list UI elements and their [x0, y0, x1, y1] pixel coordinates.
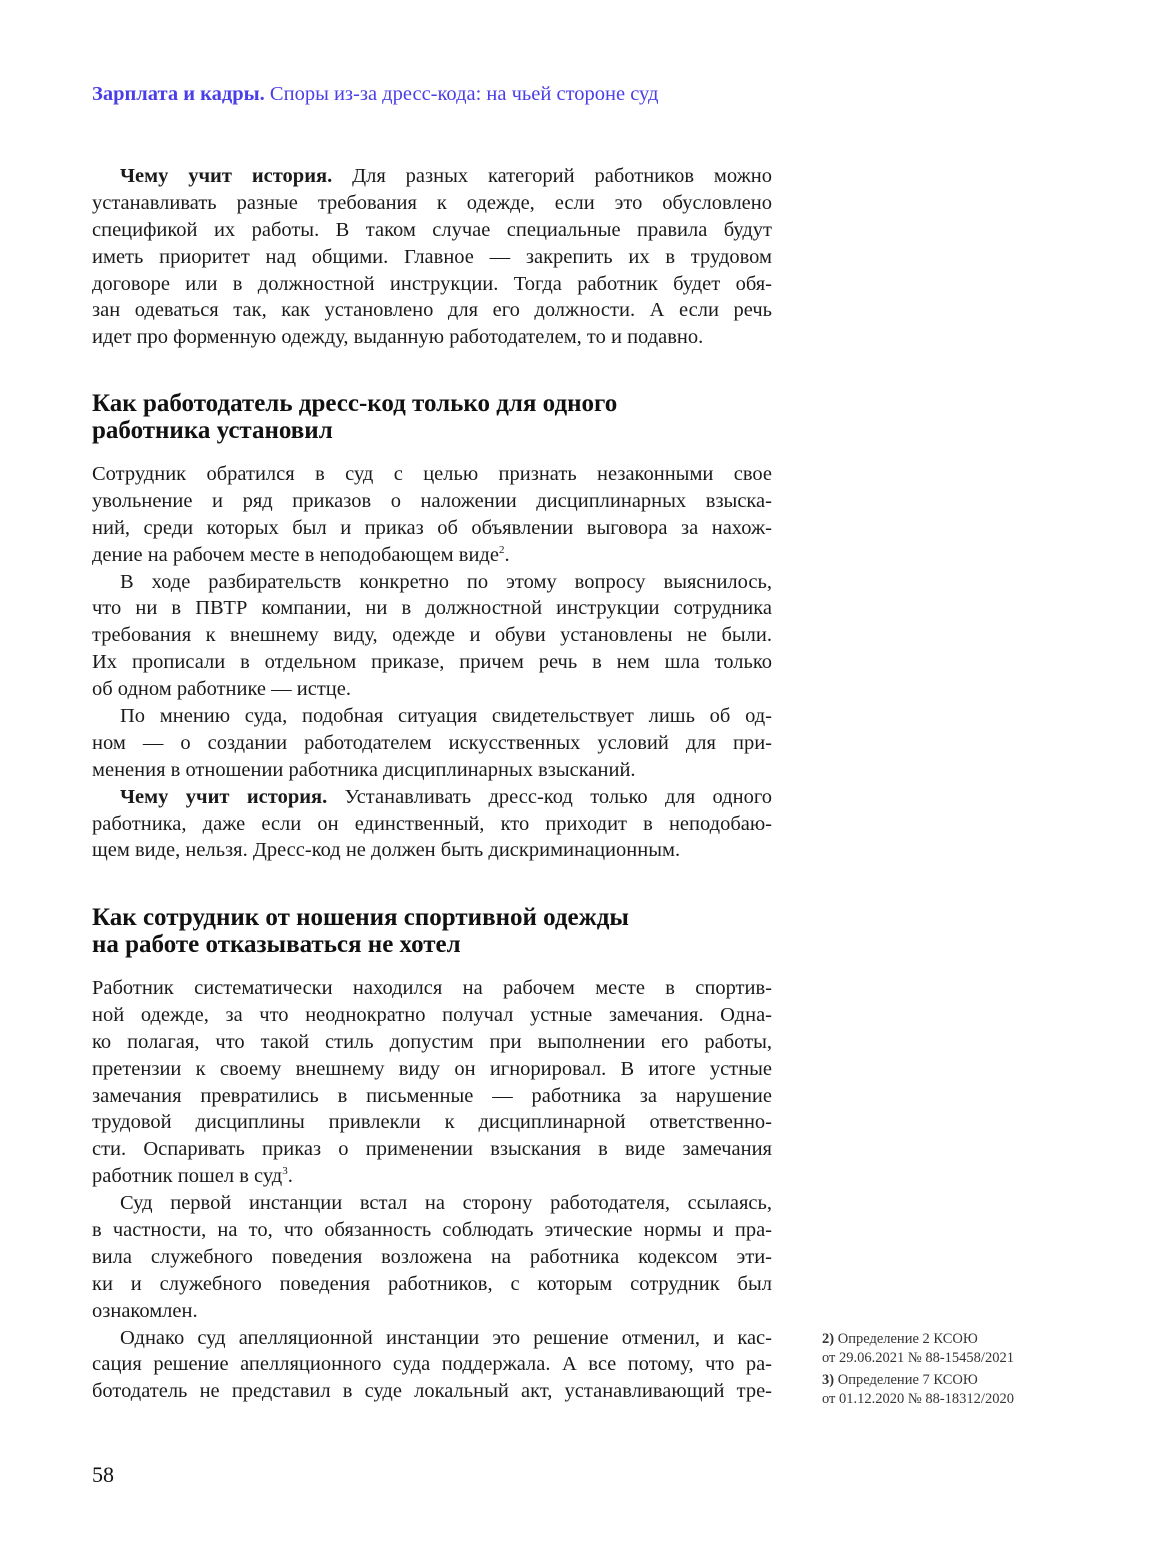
- text-line: По мнению суда, подобная ситуация свидетельствует лишь об од-: [120, 705, 772, 728]
- footnote-ref-2[interactable]: 2: [498, 543, 505, 556]
- punct: .: [504, 543, 510, 566]
- text-line: ботодатель не представил в суде локальный акт, устанавливающий тре-: [92, 1380, 772, 1403]
- text-line: спецификой их работы. В таком случае специальные правила будут: [92, 218, 772, 241]
- text-line: увольнение и ряд приказов о наложении дисциплинарных взыска-: [92, 489, 772, 512]
- text-line: Сотрудник обратился в суд с целью признать незаконными свое: [92, 463, 772, 485]
- heading-line: Как сотрудник от ношения спортивной одежды: [92, 904, 629, 931]
- text-line: ки и служебного поведения работников, с которым сотрудник был: [92, 1272, 772, 1295]
- heading-line: на работе отказываться не хотел: [92, 931, 461, 958]
- text-line: менения в отношении работника дисциплинарных взысканий.: [92, 758, 636, 781]
- running-head-title: Споры из-за дресс-кода: на чьей стороне суд: [269, 83, 659, 105]
- text-line: устанавливать разные требования к одежде, если это обусловлено: [92, 191, 772, 214]
- text-line: трудовой дисциплины привлекли к дисциплинарной ответственно-: [92, 1111, 772, 1134]
- lesson-lead: Чему учит история.: [120, 165, 333, 187]
- text-line: работника, даже если он единственный, кто приходит в неподобаю-: [92, 812, 772, 835]
- punct: .: [287, 1165, 293, 1188]
- heading-line: работника установил: [92, 417, 333, 444]
- footnote-number: 3): [822, 1372, 835, 1388]
- text-line: Однако суд апелляционной инстанции это решение отменил, и кас-: [120, 1326, 772, 1349]
- text-line: в частности, на то, что обязанность соблюдать этические нормы и пра-: [92, 1219, 772, 1242]
- footnotes: [822, 1330, 1014, 1412]
- text-line: ной одежде, за что неоднократно получал устные замечания. Одна-: [92, 1003, 772, 1026]
- text-line: замечания превратились в письменные — работника за нарушение: [92, 1084, 772, 1107]
- text-line: претензии к своему внешнему виду он игнорировал. В итоге устные: [92, 1057, 772, 1080]
- running-head: [92, 83, 658, 106]
- text-line: Устанавливать дресс-код только для одного: [327, 785, 772, 808]
- footnote-ref-3[interactable]: 3: [282, 1165, 288, 1178]
- text-line: ний, среди которых был и приказ об объявлении выговора за нахож-: [92, 516, 772, 539]
- text-line: В ходе разбирательств конкретно по этому вопросу выяснилось,: [120, 570, 772, 593]
- section-3-body: [92, 975, 772, 1405]
- section-3-heading: [92, 904, 772, 958]
- section-2-heading: [92, 390, 772, 444]
- lesson-lead: Чему учит история.: [120, 785, 328, 808]
- text-line: иметь приоритет над общими. Главное — закрепить их в трудовом: [92, 245, 772, 268]
- footnote-text: Определение 2 КСОЮ: [834, 1331, 978, 1347]
- footnote-number: 2): [822, 1331, 835, 1347]
- text-line: Работник систематически находился на рабочем месте в спортив-: [92, 977, 772, 999]
- section-2-body: [92, 461, 772, 864]
- text-line: ко полагая, что такой стиль допустим при выполнении его работы,: [92, 1030, 772, 1053]
- text-line: об одном работнике — истце.: [92, 678, 352, 701]
- text-line: сти. Оспаривать приказ о применении взыскания в виде замечания: [92, 1138, 772, 1161]
- page-number: 58: [92, 1462, 114, 1487]
- footnote-2: [822, 1330, 1014, 1367]
- text-line: зан одеваться так, как установлено для его должности. А если речь: [92, 299, 772, 322]
- text-line: ознакомлен.: [92, 1299, 198, 1322]
- footnote-3: [822, 1371, 1014, 1408]
- text-line: щем виде, нельзя. Дресс-код не должен быть дискриминационным.: [92, 839, 681, 862]
- footnote-text: от 29.06.2021 № 88-15458/2021: [822, 1349, 1014, 1366]
- running-head-section: Зарплата и кадры.: [92, 83, 265, 105]
- text-line: дение на рабочем месте в неподобающем виде: [92, 543, 499, 566]
- text-line: ном — о создании работодателем искусственных условий для при-: [92, 731, 772, 754]
- footnote-text: Определение 7 КСОЮ: [834, 1372, 978, 1388]
- text-line: Для разных категорий работников можно: [332, 165, 772, 187]
- text-line: Их прописали в отдельном приказе, причем речь в нем шла только: [92, 651, 772, 674]
- text-line: что ни в ПВТР компании, ни в должностной инструкции сотрудника: [92, 597, 772, 620]
- lesson-block-1: [92, 163, 772, 351]
- text-line: требования к внешнему виду, одежде и обуви установлены не были.: [92, 624, 772, 647]
- text-line: работник пошел в суд: [92, 1165, 283, 1188]
- footnote-text: от 01.12.2020 № 88-18312/2020: [822, 1390, 1014, 1407]
- text-line: идет про форменную одежду, выданную работодателем, то и подавно.: [92, 326, 704, 349]
- text-line: сация решение апелляционного суда поддержала. А все потому, что ра-: [92, 1353, 772, 1376]
- text-line: вила служебного поведения возложена на работника кодексом эти-: [92, 1245, 772, 1268]
- heading-line: Как работодатель дресс-код только для одного: [92, 390, 618, 417]
- text-line: договоре или в должностной инструкции. Тогда работник будет обя-: [92, 272, 772, 295]
- text-line: Суд первой инстанции встал на сторону работодателя, ссылаясь,: [120, 1192, 772, 1215]
